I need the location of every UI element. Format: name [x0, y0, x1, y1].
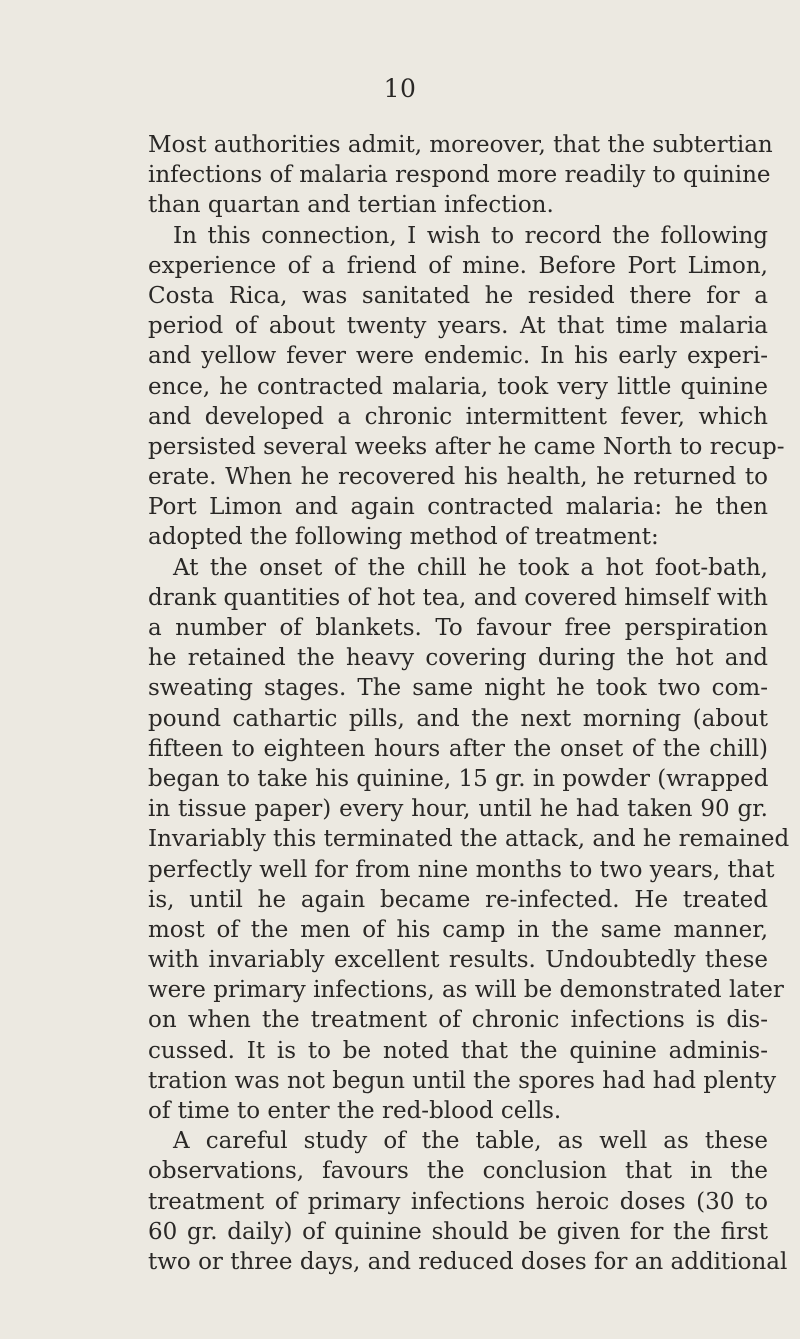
text-line: 60 gr. daily) of quinine should be given for the first	[148, 1218, 768, 1245]
text-line: Most authorities admit, moreover, that the subtertian	[148, 132, 773, 158]
text-line: and yellow fever were endemic. In his early experi-	[148, 343, 768, 370]
text-line: two or three days, and reduced doses for an additional	[148, 1248, 788, 1275]
text-line: sweating stages. The same night he took two com-	[148, 675, 768, 702]
text-line: At the onset of the chill he took a hot foot-bath,	[173, 554, 768, 581]
text-line: fifteen to eighteen hours after the onset of the chill)	[148, 735, 768, 762]
text-line: period of about twenty years. At that time malaria	[148, 313, 768, 340]
text-line: tration was not begun until the spores had had plenty	[148, 1067, 777, 1094]
text-line: is, until he again became re-infected. He treated	[148, 886, 768, 913]
text-line: in tissue paper) every hour, until he had taken 90 gr.	[148, 796, 768, 823]
text-line: Costa Rica, was sanitated he resided there for a	[148, 282, 768, 309]
text-line: were primary infections, as will be demonstrated later	[148, 977, 784, 1004]
text-line: Invariably this terminated the attack, and he remained	[148, 826, 790, 853]
text-line: pound cathartic pills, and the next morning (about	[148, 705, 768, 732]
text-line: cussed. It is to be noted that the quinine adminis-	[148, 1037, 768, 1064]
text-line: he retained the heavy covering during the hot and	[148, 645, 768, 672]
text-line: adopted the following method of treatment:	[148, 524, 659, 551]
page-number: 10	[383, 74, 417, 103]
text-line: a number of blankets. To favour free perspiration	[148, 615, 768, 641]
text-line: perfectly well for from nine months to two years, that	[148, 856, 775, 883]
body-text	[148, 130, 790, 1277]
text-line: with invariably excellent results. Undoubtedly these	[148, 947, 768, 974]
text-line: began to take his quinine, 15 gr. in powder (wrapped	[148, 765, 769, 792]
text-line: of time to enter the red-blood cells.	[148, 1098, 562, 1124]
text-line: persisted several weeks after he came North to recup-	[148, 433, 785, 460]
text-line: experience of a friend of mine. Before Port Limon,	[148, 252, 768, 279]
text-line: treatment of primary infections heroic doses (30 to	[148, 1188, 768, 1215]
text-line: erate. When he recovered his health, he returned to	[148, 464, 768, 491]
text-line: observations, favours the conclusion that in the	[148, 1158, 768, 1185]
text-line: on when the treatment of chronic infections is dis-	[148, 1007, 768, 1034]
text-line: and developed a chronic intermittent fever, which	[148, 403, 768, 430]
text-line: infections of malaria respond more readily to quinine	[148, 162, 771, 189]
text-line: most of the men of his camp in the same manner,	[148, 916, 768, 943]
text-line: In this connection, I wish to record the following	[173, 222, 768, 249]
text-line: drank quantities of hot tea, and covered himself with	[148, 584, 768, 611]
text-line: Port Limon and again contracted malaria: he then	[148, 494, 768, 521]
text-line: than quartan and tertian infection.	[148, 192, 554, 219]
text-line: ence, he contracted malaria, took very little quinine	[148, 373, 768, 400]
text-line: A careful study of the table, as well as these	[173, 1128, 768, 1155]
